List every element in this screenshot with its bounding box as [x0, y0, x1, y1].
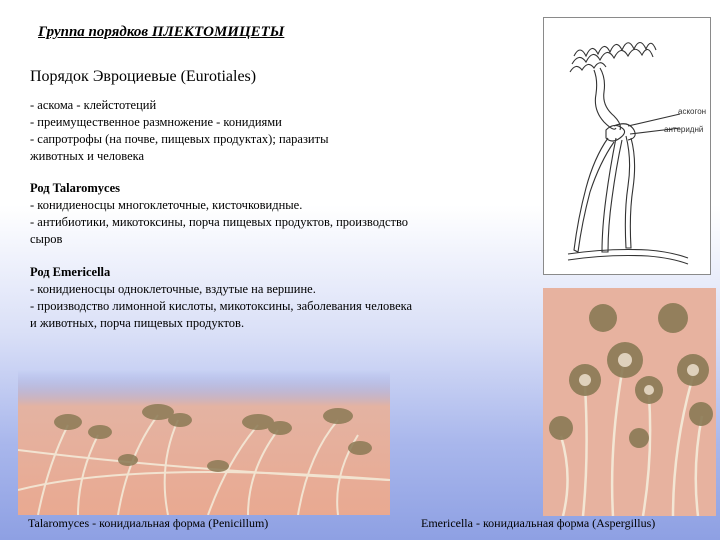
- genus-emericella: [30, 264, 530, 332]
- penicillium-micrograph: [18, 370, 390, 515]
- genus-feature-line: - производство лимонной кислоты, микотоксины, заболевания человека: [30, 299, 413, 313]
- genus-feature-line: - антибиотики, микотоксины, порча пищевых продуктов, производство: [30, 215, 409, 229]
- order-heading: Порядок Эвроциевые (Eurotiales): [30, 68, 257, 85]
- order-feature-line: - преимущественное размножение - конидиями: [30, 115, 282, 129]
- label-antheridium: антериднй: [664, 125, 704, 134]
- order-features: [30, 97, 450, 165]
- label-ascogon: аскогон: [678, 107, 707, 116]
- genus-feature-line: и животных, порча пищевых продуктов.: [30, 316, 245, 330]
- order-feature-line: - аскома - клейстотеций: [30, 98, 157, 112]
- caption-talaromyces: Talaromyces - конидиальная форма (Penicillum): [28, 516, 269, 530]
- genus-feature-line: сыров: [30, 232, 63, 246]
- genus-heading: Род Talaromyces: [30, 181, 121, 195]
- aspergillus-image: [543, 288, 716, 516]
- order-feature-line: - сапротрофы (на почве, пищевых продуктах); паразиты: [30, 132, 329, 146]
- order-feature-line: животных и человека: [30, 149, 145, 163]
- genus-talaromyces: [30, 180, 530, 248]
- ascogonium-diagram: [543, 17, 711, 275]
- penicillium-image: [18, 370, 390, 515]
- caption-emericella: Emericella - конидиальная форма (Aspergillus): [421, 516, 656, 530]
- ascogonium-drawing: [544, 18, 710, 274]
- genus-feature-line: - конидиеносцы одноклеточные, вздутые на вершине.: [30, 282, 316, 296]
- aspergillus-micrograph: [543, 288, 716, 516]
- genus-feature-line: - конидиеносцы многоклеточные, кисточковидные.: [30, 198, 303, 212]
- genus-heading: Род Emericella: [30, 265, 111, 279]
- slide-title: Группа порядков ПЛЕКТОМИЦЕТЫ: [38, 24, 285, 40]
